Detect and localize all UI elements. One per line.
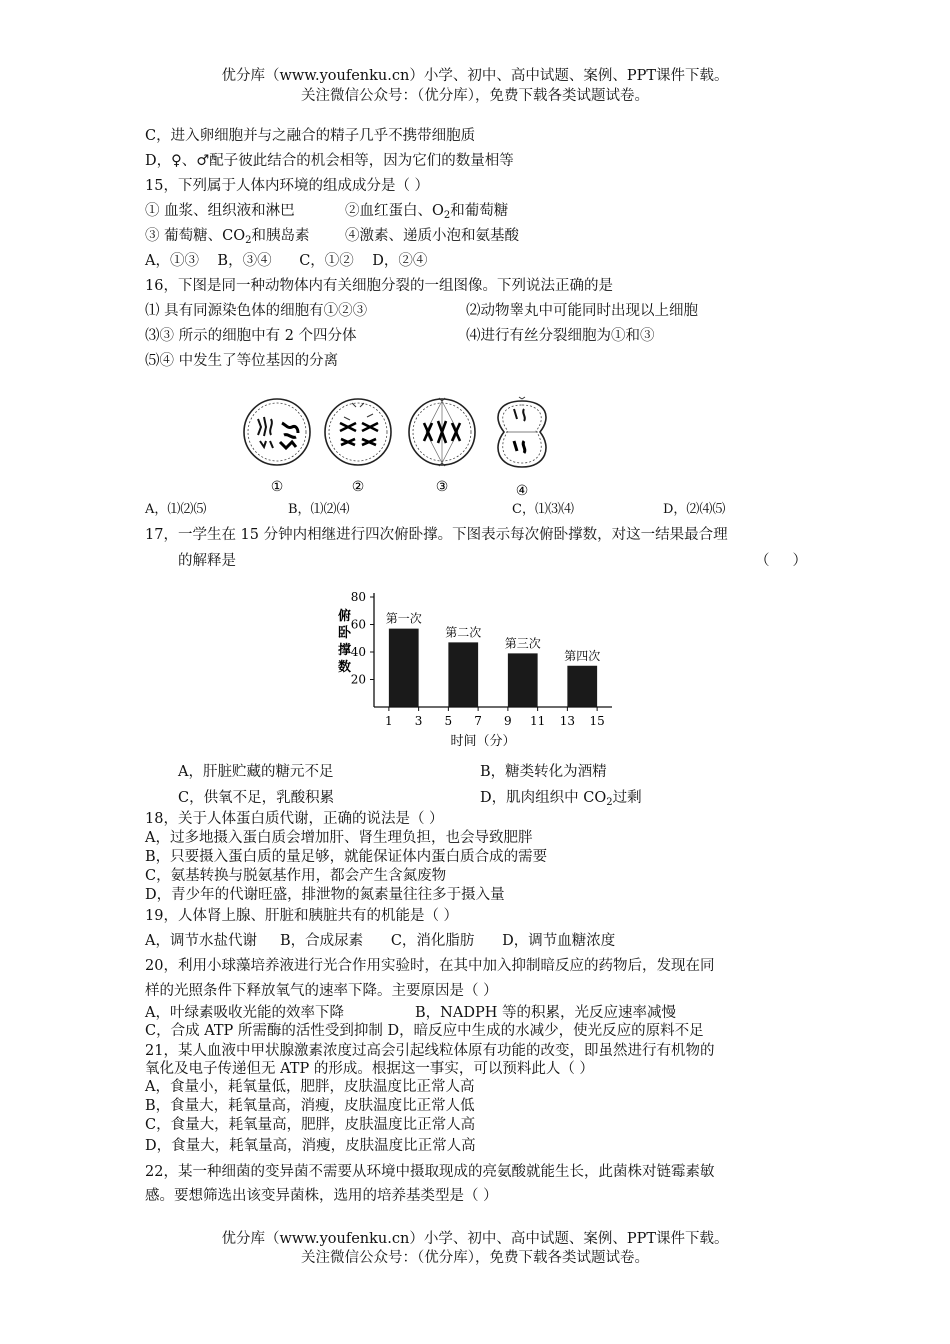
q21-stem-1: 21，某人血液中甲状腺激素浓度过高会引起线粒体原有功能的改变，即虽然进行有机物的: [145, 1043, 715, 1059]
q18-option-b: B，只要摄入蛋白质的量足够，就能保证体内蛋白质合成的需要: [145, 849, 548, 865]
q15-item-2: ②血红蛋白、$O_2$和葡萄糖: [345, 203, 509, 221]
q17-option-c: C，供氧不足，乳酸积累: [178, 790, 335, 806]
pushup-bar-chart: [322, 590, 622, 750]
q15-item-3: ③ 葡萄糖、$CO_2$和胰岛素: [145, 228, 310, 246]
header-line-1: 优分库（www.youfenku.cn）小学、初中、高中试题、案例、PPT课件下载。: [221, 68, 729, 84]
cell-division-figure: [240, 395, 560, 500]
chart-x-label: 时间（分）: [450, 734, 516, 749]
q18-option-d: D，青少年的代谢旺盛，排泄物的氮素量往往多于摄入量: [145, 887, 505, 903]
q21-stem-2: 氧化及电子传递但无 ATP 的形成。根据这一事实，可以预料此人（ ）: [145, 1061, 594, 1077]
q20-option-c-d: C，合成 ATP 所需酶的活性受到抑制 D，暗反应中生成的水减少，使光反应的原料不足: [145, 1023, 704, 1039]
chart-y-label-char: 俯: [338, 609, 352, 624]
footer-line-1: 优分库（www.youfenku.cn）小学、初中、高中试题、案例、PPT课件下载。: [221, 1231, 729, 1247]
q17-answer-paren: （ ）: [755, 553, 808, 569]
cell-4-label: ④: [515, 483, 529, 499]
chart-y-tick-label: 40: [350, 645, 366, 659]
cell-4-diagram: [498, 397, 546, 467]
q22-stem-2: 感。要想筛选出该变异菌株，选用的培养基类型是（ ）: [145, 1188, 498, 1204]
cell-2-label: ②: [351, 479, 365, 495]
q18-stem: 18，关于人体蛋白质代谢，正确的说法是（ ）: [145, 811, 444, 827]
q17-option-a: A，肝脏贮藏的糖元不足: [178, 764, 334, 780]
chart-x-tick-label: 9: [504, 714, 512, 728]
q16-option-c: C，⑴⑶⑷: [512, 502, 574, 517]
q22-stem-1: 22，某一种细菌的变异菌不需要从环境中摄取现成的亮氨酸就能生长，此菌株对链霉素敏: [145, 1164, 715, 1180]
q16-option-b: B，⑴⑵⑷: [288, 502, 350, 517]
q15-options: A，①③ B，③④ C，①② D，②④: [145, 253, 428, 269]
q21-option-c: C，食量大，耗氧量高，肥胖，皮肤温度比正常人高: [145, 1117, 476, 1133]
chart-y-tick-label: 80: [350, 590, 366, 604]
q16-stem: 16，下图是同一种动物体内有关细胞分裂的一组图像。下列说法正确的是: [145, 278, 613, 294]
chart-x-tick-label: 1: [385, 714, 393, 728]
q14-option-d: D，♀、♂配子彼此结合的机会相等，因为它们的数量相等: [145, 153, 514, 169]
footer-line-2: 关注微信公众号：（优分库），免费下载各类试题试卷。: [301, 1250, 649, 1266]
q20-stem-1: 20，利用小球藻培养液进行光合作用实验时，在其中加入抑制暗反应的药物后，发现在同: [145, 958, 715, 974]
cell-1-label: ①: [270, 479, 284, 495]
q16-statement-2: ⑵动物睾丸中可能同时出现以上细胞: [466, 303, 698, 319]
q20-option-a: A，叶绿素吸收光能的效率下降: [145, 1005, 344, 1021]
q15-item-4: ④激素、递质小泡和氨基酸: [345, 228, 519, 244]
q17-option-b: B，糖类转化为酒精: [480, 764, 607, 780]
q21-option-d: D，食量大，耗氧量高，消瘦，皮肤温度比正常人高: [145, 1138, 476, 1154]
chart-bar-label-4: 第四次: [564, 648, 601, 663]
q20-option-b: B，NADPH 等的积累，光反应速率减慢: [415, 1005, 676, 1021]
chart-y-tick-label: 20: [350, 672, 366, 687]
q20-stem-2: 样的光照条件下释放氧气的速率下降。主要原因是（ ）: [145, 983, 498, 999]
chart-x-tick-label: 11: [529, 714, 546, 728]
chart-bar-1: [389, 629, 419, 707]
q16-option-a: A，⑴⑵⑸: [145, 502, 207, 517]
q15-item-1: ① 血浆、组织液和淋巴: [145, 203, 295, 219]
chart-bar-3: [508, 653, 538, 707]
q21-option-b: B，食量大，耗氧量高，消瘦，皮肤温度比正常人低: [145, 1098, 475, 1114]
chart-x-tick-label: 7: [474, 714, 482, 728]
q19-options: A，调节水盐代谢 B，合成尿素 C，消化脂肪 D，调节血糖浓度: [145, 933, 616, 949]
chart-x-tick-label: 15: [589, 714, 605, 728]
chart-y-tick-label: 60: [350, 617, 366, 632]
q14-option-c: C，进入卵细胞并与之融合的精子几乎不携带细胞质: [145, 128, 476, 144]
header-line-2: 关注微信公众号：（优分库），免费下载各类试题试卷。: [301, 88, 649, 104]
cell-2-diagram: [325, 399, 391, 465]
q17-stem-2: 的解释是: [178, 553, 236, 569]
q17-option-d: D，肌肉组织中 $CO_2$过剩: [480, 790, 642, 808]
q16-statement-4: ⑷进行有丝分裂细胞为①和③: [466, 328, 655, 344]
q21-option-a: A，食量小，耗氧量低，肥胖，皮肤温度比正常人高: [145, 1079, 475, 1095]
chart-bar-label-3: 第三次: [504, 636, 541, 651]
q16-statement-1: ⑴ 具有同源染色体的细胞有①②③: [145, 303, 368, 319]
q16-option-d: D，⑵⑷⑸: [663, 502, 726, 517]
chart-y-label-char: 数: [338, 660, 352, 675]
chart-y-label-char: 卧: [338, 626, 352, 641]
chart-y-label-char: 撑: [338, 643, 352, 658]
chart-x-tick-label: 5: [444, 714, 453, 728]
q17-stem-1: 17，一学生在 15 分钟内相继进行四次俯卧撑。下图表示每次俯卧撑数，对这一结果最合理: [145, 527, 728, 543]
q18-option-a: A，过多地摄入蛋白质会增加肝、肾生理负担，也会导致肥胖: [145, 830, 533, 846]
chart-bar-label-2: 第二次: [445, 625, 482, 640]
q16-statement-3: ⑶③ 所示的细胞中有 2 个四分体: [145, 328, 357, 344]
q15-stem: 15，下列属于人体内环境的组成成分是（ ）: [145, 178, 430, 194]
q16-statement-5: ⑸④ 中发生了等位基因的分离: [145, 353, 339, 369]
q18-option-c: C，氨基转换与脱氨基作用，都会产生含氮废物: [145, 868, 447, 884]
chart-x-tick-label: 3: [414, 714, 423, 728]
cell-3-diagram: [409, 398, 475, 466]
chart-x-tick-label: 13: [559, 714, 576, 728]
chart-bar-label-1: 第一次: [385, 611, 422, 626]
chart-bar-4: [567, 666, 597, 707]
cell-3-label: ③: [435, 479, 449, 495]
chart-bar-2: [448, 642, 478, 707]
cell-1-diagram: [244, 399, 310, 465]
q19-stem: 19，人体肾上腺、肝脏和胰脏共有的机能是（ ）: [145, 908, 459, 924]
